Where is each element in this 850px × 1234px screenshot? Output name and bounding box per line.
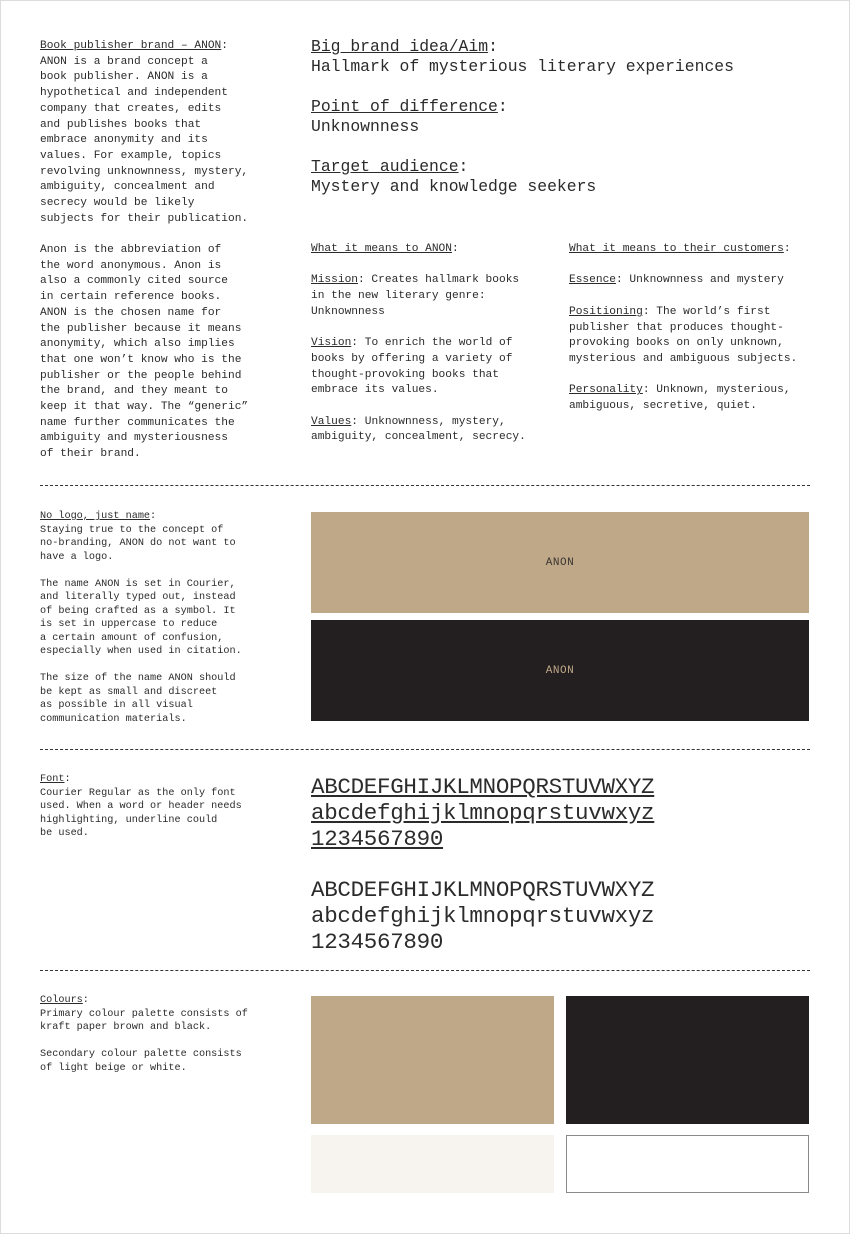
swatch-black xyxy=(566,996,809,1124)
specimen-upper-underlined: ABCDEFGHIJKLMNOPQRSTUVWXYZ xyxy=(311,774,655,800)
aim-label: Big brand idea/Aim xyxy=(311,37,489,56)
brand-audience xyxy=(311,157,596,197)
aim-value: Hallmark of mysterious literary experiences xyxy=(311,57,734,76)
colours-text-block: Colours: Primary colour palette consists of kraft paper brown and black. Secondary colour palette consists of light beige or white. xyxy=(40,995,248,1074)
mission-text: : Creates hallmark books in the new literary genre: Unknownness xyxy=(311,274,520,318)
divider-2 xyxy=(40,749,810,750)
anon-wordmark-dark: ANON xyxy=(545,664,575,677)
intro-block xyxy=(40,39,248,227)
brand-difference xyxy=(311,97,508,137)
positioning-text: : The world’s first publisher that produces thought- provoking books on only unknown, mysterious and ambiguous subjects. xyxy=(569,305,798,365)
personality-text: : Unknown, mysterious, ambiguous, secretive, quiet. xyxy=(569,384,791,413)
essence-label: Essence xyxy=(569,274,616,287)
values-label: Values xyxy=(311,415,352,428)
intro-paragraph-1: ANON is a brand concept a book publisher. ANON is a hypothetical and independent company that creates, edits and publishes books that embrace anonymity and its values. For example, topics revolving unknownness, mystery, ambiguity, concealment and secrecy would be likely subjects for their publication. xyxy=(40,55,249,225)
to-customers-column: What it means to their customers: Essence: Unknownness and mystery Positioning: The world’s first publisher that produces thought- provoking books on only unknown, mysterious and ambiguous subjects. Personality: Unknown, mysterious, ambiguous, secretive, quiet. xyxy=(569,243,798,413)
logo-heading: No logo, just name xyxy=(40,511,151,522)
colours-text: Primary colour palette consists of kraft paper brown and black. Secondary colour palette consists of light beige or white. xyxy=(40,1008,248,1074)
intro-title: Book publisher brand – ANON xyxy=(40,40,222,52)
positioning-label: Positioning xyxy=(569,305,643,318)
intro-paragraph-2: Anon is the abbreviation of the word anonymous. Anon is also a commonly cited source in certain reference books. ANON is the chosen name for the publisher because it means anonymity, which also implies that one won’t know who is the publisher or the people behind the brand, and they meant to keep it that way. The “generic” name further communicates the ambiguity and mysteriousness of their brand. xyxy=(40,244,249,461)
brand-aim xyxy=(311,37,734,77)
logo-text-block: No logo, just name: Staying true to the concept of no-branding, ANON do not want to have a logo. The name ANON is set in Courier, and literally typed out, instead of being crafted as a symbol. It is set in uppercase to reduce a certain amount of confusion, especially when used in citation. The size of the name ANON should be kept as small and discreet as possible in all visual communication materials. xyxy=(40,511,242,725)
font-specimen-plain xyxy=(311,877,654,955)
logo-on-kraft xyxy=(311,512,809,613)
intro-title-colon: : xyxy=(221,40,228,52)
to-anon-heading: What it means to ANON xyxy=(311,243,452,255)
specimen-digits: 1234567890 xyxy=(311,929,444,955)
font-text-block: Font: Courier Regular as the only font used. When a word or header needs highlighting, underline could be used. xyxy=(40,774,242,839)
swatch-white xyxy=(566,1135,809,1193)
divider-3 xyxy=(40,970,810,971)
divider-1 xyxy=(40,485,810,486)
font-specimen-underlined xyxy=(311,774,654,852)
specimen-upper: ABCDEFGHIJKLMNOPQRSTUVWXYZ xyxy=(311,877,655,903)
specimen-lower: abcdefghijklmnopqrstuvwxyz xyxy=(311,903,655,929)
colours-heading: Colours xyxy=(40,995,83,1006)
difference-colon: : xyxy=(497,97,508,116)
aim-colon: : xyxy=(488,37,498,56)
anon-wordmark-light: ANON xyxy=(545,556,575,569)
difference-label: Point of difference xyxy=(311,97,498,116)
to-customers-heading: What it means to their customers xyxy=(569,243,784,255)
audience-label: Target audience xyxy=(311,157,459,176)
audience-colon: : xyxy=(458,157,469,176)
vision-text: : To enrich the world of books by offering a variety of thought-provoking books that embrace its values. xyxy=(311,337,513,397)
specimen-digits-underlined: 1234567890 xyxy=(311,826,444,852)
swatch-light-beige xyxy=(311,1135,554,1193)
mission-label: Mission xyxy=(311,274,358,287)
logo-text: Staying true to the concept of no-branding, ANON do not want to have a logo. The name ANON is set in Courier, and literally typed out, instead of being crafted as a symbol. It is set in uppercase to reduce a certain amount of confusion, especially when used in citation. The size of the name ANON should be kept as small and discreet as possible in all visual communication materials. xyxy=(40,524,242,725)
to-anon-column: What it means to ANON: Mission: Creates hallmark books in the new literary genre: Unknownness Vision: To enrich the world of books by offering a variety of thought-provoking books that embrace its values. Values: Unknownness, mystery, ambiguity, concealment, secrecy. xyxy=(311,243,526,444)
essence-text: : Unknownness and mystery xyxy=(616,274,784,287)
personality-label: Personality xyxy=(569,384,643,397)
swatch-kraft-brown xyxy=(311,996,554,1124)
values-text: : Unknownness, mystery, ambiguity, concealment, secrecy. xyxy=(311,415,526,444)
difference-value: Unknownness xyxy=(311,117,420,136)
logo-on-black xyxy=(311,620,809,721)
font-text: Courier Regular as the only font used. When a word or header needs highlighting, underline could be used. xyxy=(40,787,242,839)
audience-value: Mystery and knowledge seekers xyxy=(311,177,597,196)
font-heading: Font xyxy=(40,774,65,785)
specimen-lower-underlined: abcdefghijklmnopqrstuvwxyz xyxy=(311,800,655,826)
vision-label: Vision xyxy=(311,337,352,350)
